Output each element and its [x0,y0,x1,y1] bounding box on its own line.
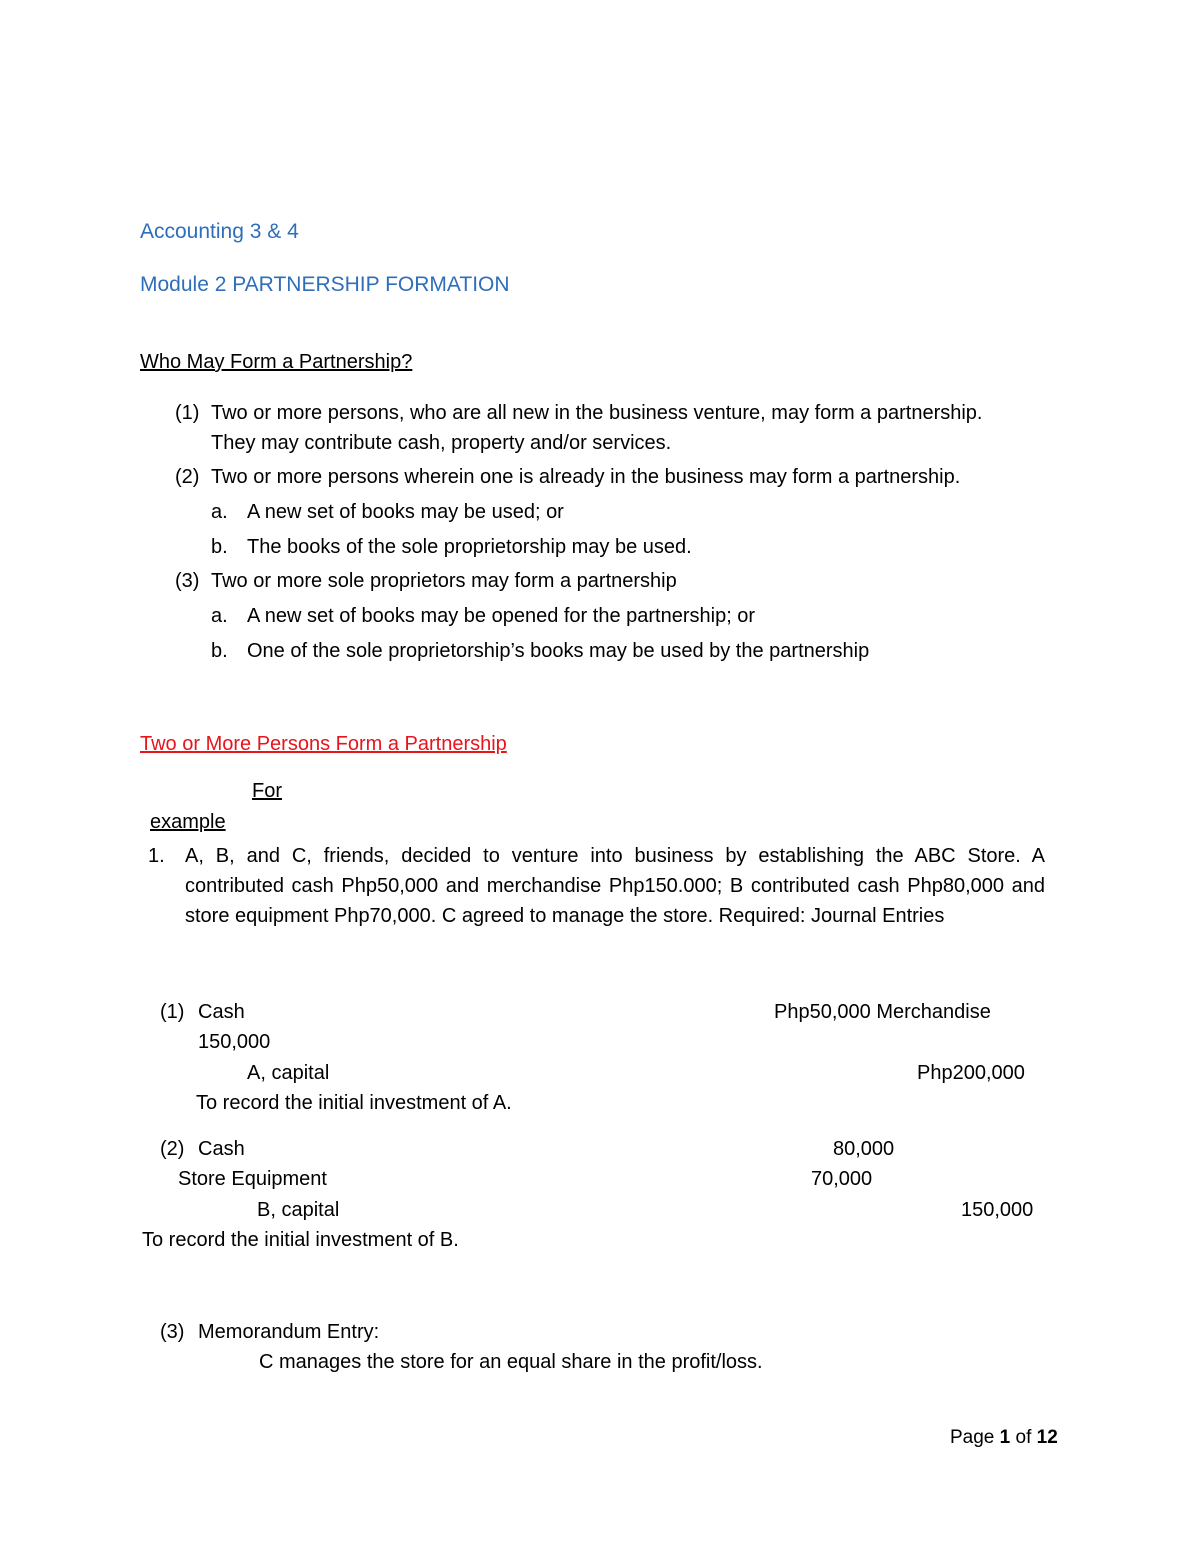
memorandum-title: Memorandum Entry: [198,1321,380,1343]
list-item-text: Two or more sole proprietors may form a partnership [211,570,677,592]
sub-item-letter: b. [211,640,228,662]
debit-amount: Php50,000 Merchandise [774,1001,991,1023]
list-item-text: Two or more persons wherein one is already in the business may form a partnership. [211,466,961,488]
list-item-text: Two or more persons, who are all new in the business venture, may form a partnership. [211,402,983,424]
problem-number: 1. [148,845,165,867]
credit-amount: Php200,000 [917,1062,1025,1084]
sub-item-text: One of the sole proprietorship’s books may be used by the partnership [247,640,870,662]
page-number [950,1428,1058,1447]
credit-account: B, capital [257,1199,340,1221]
entry-explanation: To record the initial investment of B. [142,1229,459,1251]
page-word: Page [950,1427,995,1448]
section-heading-two-or-more: Two or More Persons Form a Partnership [140,733,507,755]
list-item-number: (2) [175,466,200,488]
sub-item-text: The books of the sole proprietorship may be used. [247,536,692,558]
entry-number: (1) [160,1001,185,1023]
page-current: 1 [999,1427,1011,1448]
example-label: example [150,811,226,833]
credit-amount: 150,000 [961,1199,1034,1221]
sub-item-letter: a. [211,605,228,627]
debit-amount: 70,000 [811,1168,873,1190]
list-item-number: (3) [175,570,200,592]
debit-amount: 80,000 [833,1138,895,1160]
entry-number: (2) [160,1138,185,1160]
page-total: 12 [1036,1427,1058,1448]
debit-account: Cash [198,1001,245,1023]
entry-explanation: To record the initial investment of A. [196,1092,512,1114]
list-item-number: (1) [175,402,200,424]
debit-account: Store Equipment [178,1168,327,1190]
course-title: Accounting 3 & 4 [140,220,299,243]
sub-item-letter: b. [211,536,228,558]
module-title: Module 2 PARTNERSHIP FORMATION [140,273,510,296]
problem-text: A, B, and C, friends, decided to venture into business by establishing the ABC Store. A contributed cash Php50,000 and merchandise Php150.000; B contributed cash Php80,000 and store equipment Php70,000. C agreed to manage the store. Required: Journal Entries [185,845,1045,927]
section-heading-who-may-form: Who May Form a Partnership? [140,351,413,373]
memorandum-text: C manages the store for an equal share in the profit/loss. [259,1351,763,1373]
debit-amount-wrapped: 150,000 [198,1031,271,1053]
credit-account: A, capital [247,1062,330,1084]
page-of: of [1015,1427,1032,1448]
sub-item-text: A new set of books may be opened for the partnership; or [247,605,756,627]
sub-item-text: A new set of books may be used; or [247,501,564,523]
list-item-text-continued: They may contribute cash, property and/or services. [211,432,672,454]
sub-item-letter: a. [211,501,228,523]
debit-account: Cash [198,1138,245,1160]
for-label: For [252,780,282,802]
entry-number: (3) [160,1321,185,1343]
